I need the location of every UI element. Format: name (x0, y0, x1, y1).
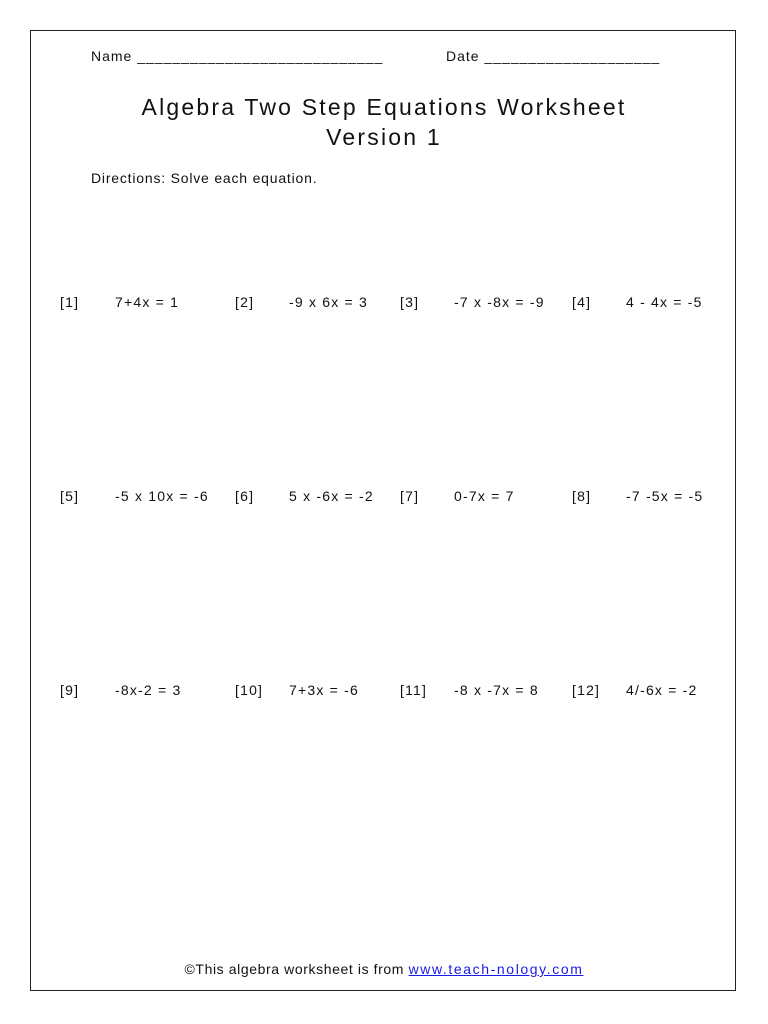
footer-credit (0, 961, 768, 977)
directions-text: Directions: Solve each equation. (91, 170, 318, 186)
problem-4-equation: 4 - 4x = -5 (626, 294, 703, 310)
worksheet-version: Version 1 (326, 124, 442, 150)
problem-10-number: [10] (235, 682, 264, 698)
problem-3-equation: -7 x -8x = -9 (454, 294, 545, 310)
date-field-label: Date ____________________ (446, 48, 661, 64)
problem-7-number: [7] (400, 488, 420, 504)
problem-9-equation: -8x-2 = 3 (115, 682, 182, 698)
worksheet-title: Algebra Two Step Equations Worksheet (141, 94, 627, 120)
problem-5-equation: -5 x 10x = -6 (115, 488, 209, 504)
problem-3-number: [3] (400, 294, 420, 310)
problem-2-equation: -9 x 6x = 3 (289, 294, 368, 310)
problem-9-number: [9] (60, 682, 80, 698)
problem-12-number: [12] (572, 682, 601, 698)
problem-11-equation: -8 x -7x = 8 (454, 682, 539, 698)
problem-1-number: [1] (60, 294, 80, 310)
name-field-label: Name ____________________________ (91, 48, 384, 64)
problem-10-equation: 7+3x = -6 (289, 682, 359, 698)
problem-7-equation: 0-7x = 7 (454, 488, 515, 504)
problem-5-number: [5] (60, 488, 80, 504)
problem-8-number: [8] (572, 488, 592, 504)
problem-4-number: [4] (572, 294, 592, 310)
footer-link[interactable]: www.teach-nology.com (408, 961, 584, 977)
problem-6-equation: 5 x -6x = -2 (289, 488, 374, 504)
problem-11-number: [11] (400, 682, 428, 698)
problem-8-equation: -7 -5x = -5 (626, 488, 704, 504)
problem-2-number: [2] (235, 294, 255, 310)
problem-12-equation: 4/-6x = -2 (626, 682, 698, 698)
footer-text: ©This algebra worksheet is from (184, 961, 409, 977)
problem-6-number: [6] (235, 488, 255, 504)
problem-1-equation: 7+4x = 1 (115, 294, 180, 310)
